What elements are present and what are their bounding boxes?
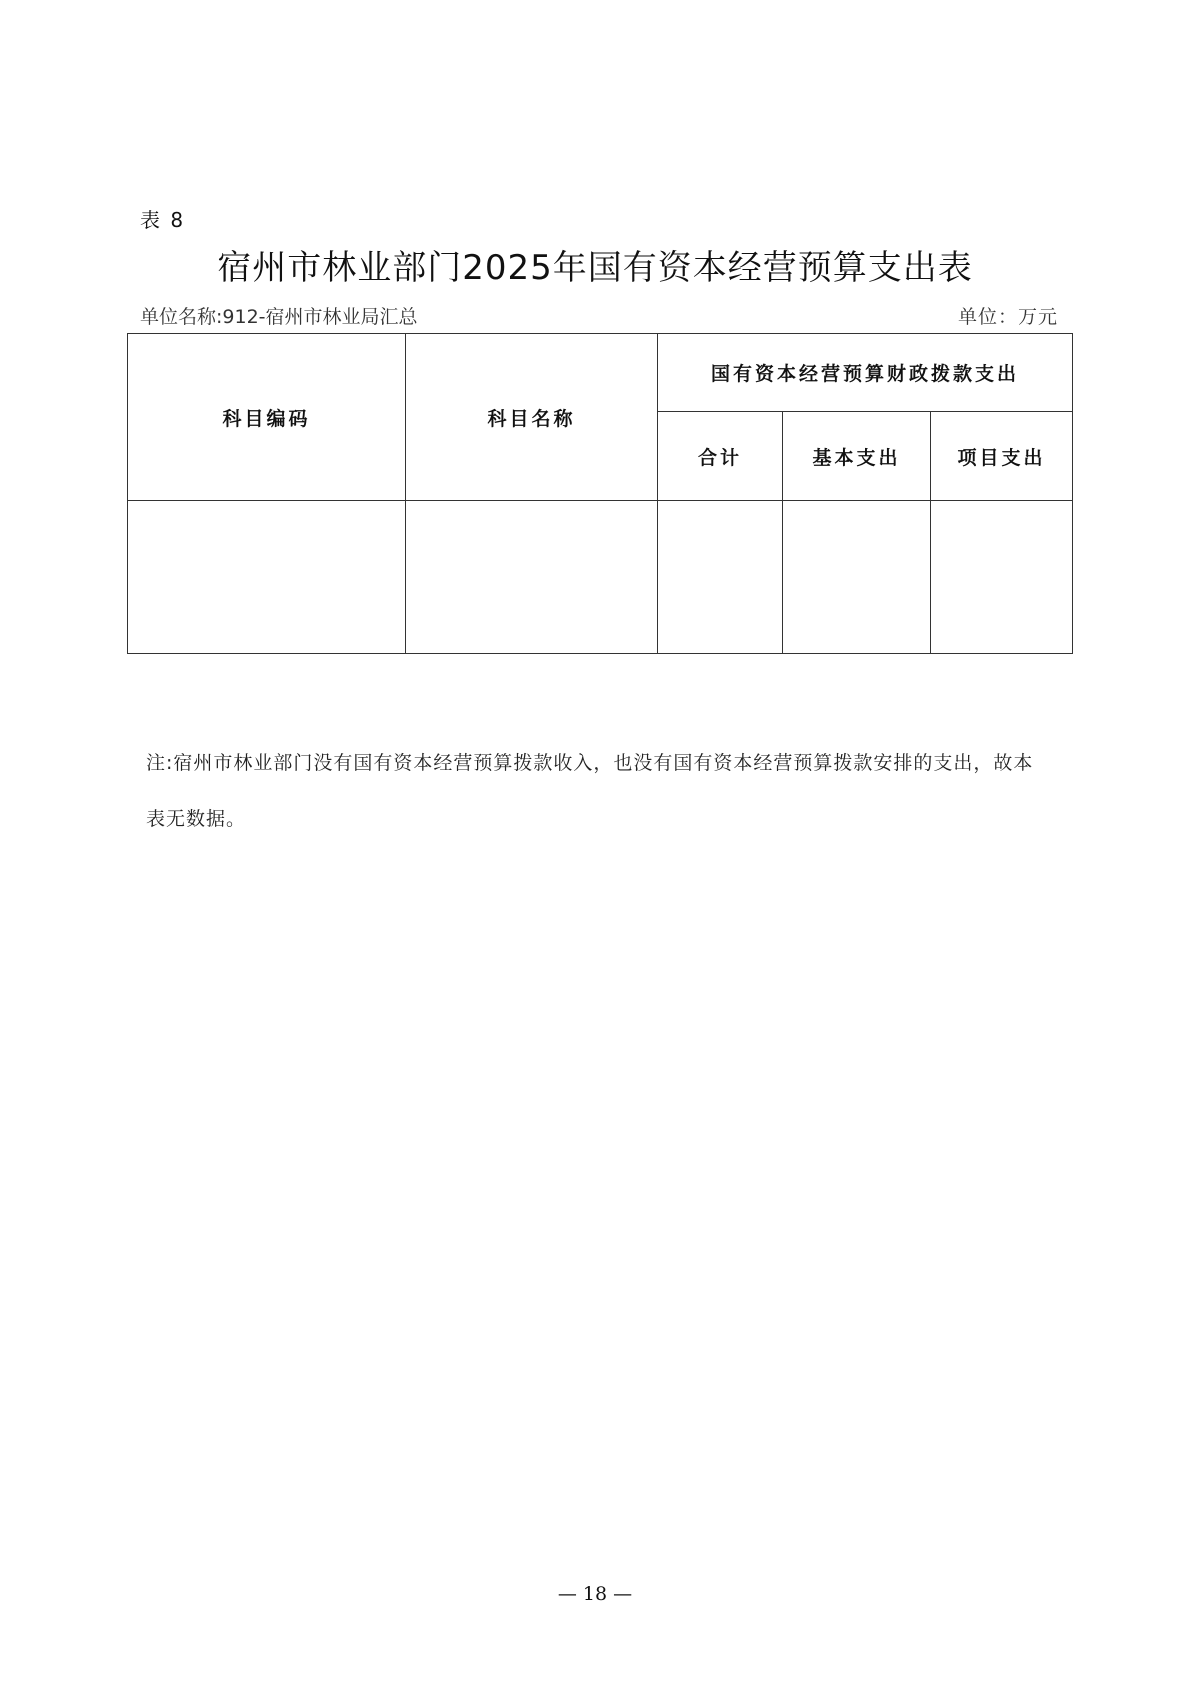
header-total: 合计: [658, 412, 783, 501]
table-header-row: [128, 334, 1073, 412]
header-group-expenditure: 国有资本经营预算财政拨款支出: [658, 334, 1073, 412]
table-row: [128, 501, 1073, 654]
table-number: 表 8: [140, 208, 186, 232]
page-number: — 18 —: [557, 1583, 633, 1605]
budget-expenditure-table: [127, 333, 1073, 654]
table-note: 注:宿州市林业部门没有国有资本经营预算拨款收入，也没有国有资本经营预算拨款安排的支出，故本表无数据。: [146, 752, 1034, 830]
header-project-expenditure: 项目支出: [931, 412, 1073, 501]
header-basic-expenditure: 基本支出: [783, 412, 931, 501]
cell-subject-code: [128, 501, 406, 654]
header-subject-name: 科目名称: [406, 334, 658, 501]
unit-name-label: 单位名称:912-宿州市林业局汇总: [140, 306, 418, 328]
cell-basic-expenditure: [783, 501, 931, 654]
header-subject-code: 科目编码: [128, 334, 406, 501]
cell-project-expenditure: [931, 501, 1073, 654]
cell-total: [658, 501, 783, 654]
page-title: 宿州市林业部门2025年国有资本经营预算支出表: [217, 248, 973, 288]
cell-subject-name: [406, 501, 658, 654]
currency-unit-label: 单位：万元: [957, 306, 1058, 328]
